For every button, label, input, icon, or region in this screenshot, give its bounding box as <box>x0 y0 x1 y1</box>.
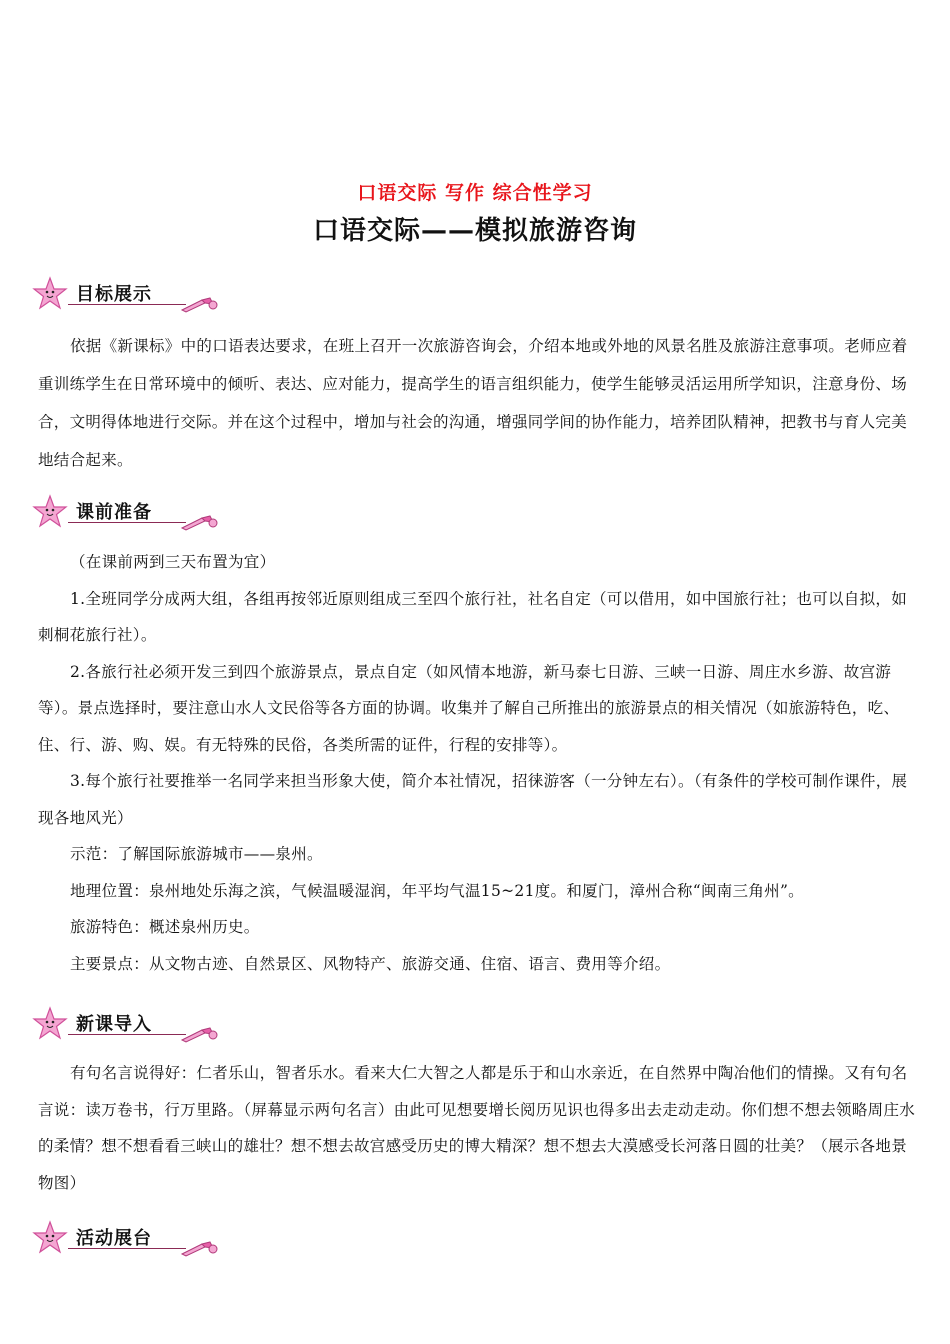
demo-line: 主要景点：从文物古迹、自然景区、风物特产、旅游交通、住宿、语言、费用等介绍。 <box>70 954 671 973</box>
demo-line: 旅游特色：概述泉州历史。 <box>70 918 260 936</box>
paragraph: 1.全班同学分成两大组，各组再按邻近原则组成三至四个旅行社，社名自定（可以借用，如中国旅行社；也可以自拟，如刺桐花旅行社）。 <box>38 589 907 644</box>
paragraph: 3.每个旅行社要推举一名同学来担当形象大使，简介本社情况，招徕游客（一分钟左右）。（有条件的学校可制作课件，展现各地风光） <box>38 772 908 827</box>
pen-hand-icon <box>180 514 220 532</box>
section-header-preparation <box>32 494 202 534</box>
section-title: 活动展台 <box>76 1228 152 1249</box>
section-divider <box>68 1034 186 1035</box>
pink-star-icon <box>32 494 68 530</box>
section-divider <box>68 1248 186 1249</box>
pen-hand-icon <box>180 1240 220 1258</box>
section-body-preparation <box>38 544 916 982</box>
section-divider <box>68 522 186 523</box>
demo-line: 地理位置：泉州地处乐海之滨，气候温暖湿润，年平均气温15~21度。和厦门，漳州合称“闽南三角州”。 <box>70 881 804 900</box>
pen-hand-icon <box>180 296 220 314</box>
section-header-introduction <box>32 1006 202 1046</box>
pink-star-icon <box>32 1220 68 1256</box>
section-header-goals <box>32 276 202 316</box>
section-divider <box>68 304 186 305</box>
pink-star-icon <box>32 1006 68 1042</box>
section-title: 新课导入 <box>76 1014 152 1035</box>
section-title: 课前准备 <box>76 502 152 523</box>
paragraph: 依据《新课标》中的口语表达要求，在班上召开一次旅游咨询会，介绍本地或外地的风景名胜及旅游注意事项。老师应着重训练学生在日常环境中的倾听、表达、应对能力，提高学生的语言组织能力，使学生能够灵活运用所学知识，注意身份、场合，文明得体地进行交际。并在这个过程中，增加与社会的沟通，增强同学间的协作能力，培养团队精神，把教书与育人完美地结合起来。 <box>38 337 908 469</box>
super-title: 口语交际 写作 综合性学习 <box>357 182 593 204</box>
paragraph: 有句名言说得好：仁者乐山，智者乐水。看来大仁大智之人都是乐于和山水亲近，在自然界中陶冶他们的情操。又有句名言说：读万卷书，行万里路。（屏幕显示两句名言）由此可见想要增长阅历见识也得多出去走动走动。你们想不想去领略周庄水的柔情？想不想看看三峡山的雄壮？想不想去故宫感受历史的博大精深？想不想去大漠感受长河落日圆的壮美？（展示各地景物图） <box>38 1064 916 1192</box>
pen-hand-icon <box>180 1026 220 1044</box>
section-body-goals <box>38 327 916 479</box>
paragraph: 2.各旅行社必须开发三到四个旅游景点，景点自定（如风情本地游，新马泰七日游、三峡一日游、周庄水乡游、故宫游等）。景点选择时，要注意山水人文民俗等各方面的协调。收集并了解自己所推出的旅游景点的相关情况（如旅游特色，吃、住、行、游、购、娱。有无特殊的民俗，各类所需的证件，行程的安排等）。 <box>38 662 900 754</box>
section-title: 目标展示 <box>76 284 152 305</box>
section-header-activities <box>32 1220 202 1260</box>
paragraph: （在课前两到三天布置为宜） <box>70 553 276 571</box>
demo-line: 示范：了解国际旅游城市——泉州。 <box>70 845 323 863</box>
pink-star-icon <box>32 276 68 312</box>
section-body-introduction <box>38 1055 916 1201</box>
page-title: 口语交际——模拟旅游咨询 <box>312 216 637 246</box>
